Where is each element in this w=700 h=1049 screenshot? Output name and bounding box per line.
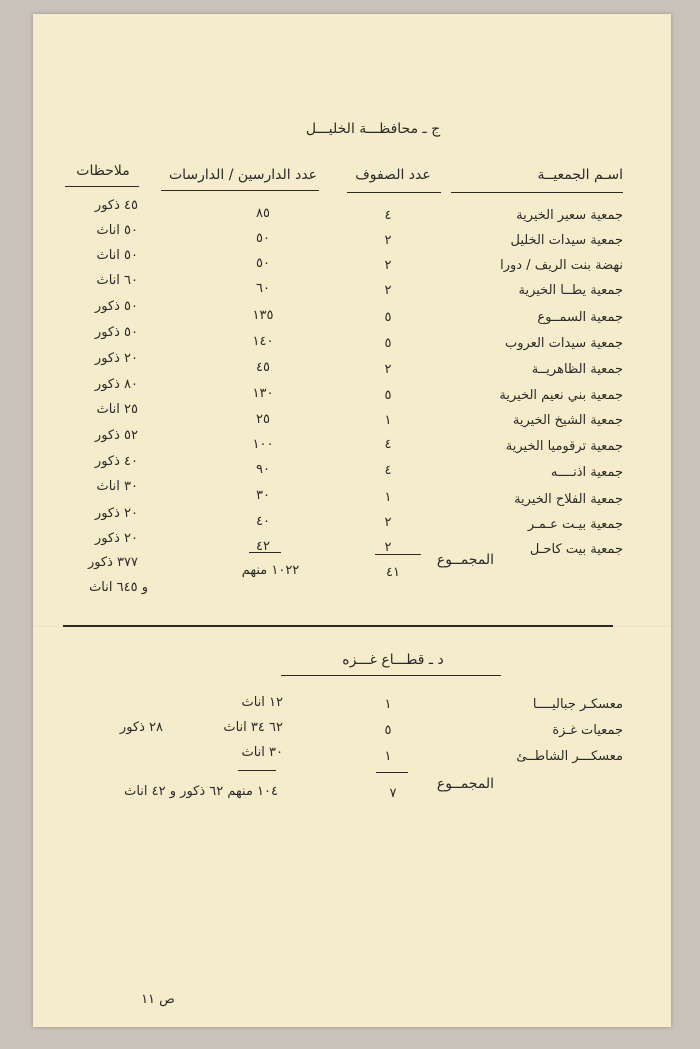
- header-students-count: عدد الدارسين / الدارسات: [168, 167, 318, 183]
- classes-count: ٢: [384, 362, 392, 377]
- notes-value: ٢٠ ذكور: [94, 351, 138, 366]
- notes-value: ٥٠ اناث: [96, 223, 138, 238]
- page-number: ص ١١: [141, 992, 175, 1007]
- students-count: ١٢ اناث: [241, 695, 283, 710]
- classes-count: ٥: [384, 310, 392, 325]
- gaza-title-underline: [281, 675, 501, 676]
- notes-value: ٢٠ ذكور: [94, 531, 138, 546]
- students-extra: ٢٨ ذكور: [119, 720, 163, 735]
- students-count: ٤٥: [256, 360, 270, 375]
- header-association-name: اسـم الجمعيــة: [537, 167, 623, 183]
- students-count: ١٣٠: [252, 386, 274, 401]
- classes-count: ٥: [384, 723, 392, 738]
- students-count: ٩٠: [256, 462, 270, 477]
- association-name: جمعية سعير الخيرية: [516, 208, 623, 223]
- students-count: ٦٠: [256, 281, 270, 296]
- camp-name: معسكـر جباليــــا: [532, 697, 623, 712]
- hebron-total-students: ١٠٢٢ منهم: [241, 563, 300, 578]
- hebron-total-classes: ٤١: [386, 565, 400, 580]
- association-name: جمعية بيـت عـمـر: [527, 517, 623, 532]
- notes-value: ٤٥ ذكور: [94, 198, 138, 213]
- association-name: جمعية يطــا الخيرية: [518, 283, 623, 298]
- total-underline: [238, 770, 276, 771]
- hebron-total-notes-males: ٣٧٧ ذكور: [87, 555, 138, 570]
- header-underline: [451, 192, 623, 193]
- hebron-total-notes-females: و ٦٤٥ اناث: [89, 580, 148, 595]
- notes-value: ٤٠ ذكور: [94, 454, 138, 469]
- notes-value: ٣٠ اناث: [96, 479, 138, 494]
- association-name: جمعية الشيخ الخيرية: [512, 413, 623, 428]
- students-count: ٤٢: [256, 539, 270, 554]
- total-underline: [375, 554, 421, 555]
- students-count: ١٤٠: [252, 334, 274, 349]
- association-name: نهضة بنت الريف / دورا: [500, 258, 623, 273]
- classes-count: ٤: [384, 437, 392, 452]
- students-count: ٨٥: [256, 206, 270, 221]
- hebron-section-title: ج ـ محافظـــة الخليـــل: [305, 121, 441, 137]
- header-underline: [347, 192, 441, 193]
- students-count: ٤٠: [256, 514, 270, 529]
- students-count: ٥٠: [256, 231, 270, 246]
- document-page: [33, 14, 671, 1027]
- notes-value: ٨٠ ذكور: [94, 377, 138, 392]
- classes-count: ٥: [384, 336, 392, 351]
- classes-count: ٢: [384, 258, 392, 273]
- gaza-section-title: د ـ قطـــاع غـــزه: [342, 652, 444, 668]
- total-underline: [249, 552, 281, 553]
- notes-value: ٢٥ اناث: [96, 402, 138, 417]
- header-notes: ملاحظات: [76, 163, 130, 179]
- association-name: جمعية سيدات العروب: [504, 336, 623, 351]
- header-classes-count: عدد الصفوف: [355, 167, 431, 183]
- classes-count: ١: [384, 490, 392, 505]
- association-name: جمعية ترقوميا الخيرية: [505, 439, 623, 454]
- gaza-total-classes: ٧: [389, 786, 397, 801]
- hebron-total-label: المجمــوع: [436, 552, 495, 568]
- students-count: ٣٠: [256, 488, 270, 503]
- classes-count: ٤: [384, 463, 392, 478]
- association-name: جمعية بيت كاحـل: [529, 542, 623, 557]
- header-underline: [161, 190, 319, 191]
- association-name: جمعية بني نعيم الخيرية: [499, 388, 623, 403]
- classes-count: ٢: [384, 283, 392, 298]
- students-count: ٣٠ اناث: [241, 745, 283, 760]
- header-underline: [65, 186, 139, 187]
- association-name: جمعية اذنــــه: [550, 465, 623, 480]
- total-underline: [376, 772, 408, 773]
- classes-count: ٤: [384, 208, 392, 223]
- classes-count: ٢: [384, 233, 392, 248]
- students-count: ١٣٥: [252, 308, 274, 323]
- notes-value: ٢٠ ذكور: [94, 506, 138, 521]
- notes-value: ٥٠ ذكور: [94, 325, 138, 340]
- camp-name: جمعيات غـزة: [552, 723, 623, 738]
- notes-value: ٥٠ اناث: [96, 248, 138, 263]
- classes-count: ٢: [384, 540, 392, 555]
- association-name: جمعية الظاهريــة: [531, 362, 623, 377]
- association-name: جمعية سيدات الخليل: [510, 233, 623, 248]
- classes-count: ٥: [384, 388, 392, 403]
- students-count: ٦٢ ٣٤ اناث: [223, 720, 283, 735]
- notes-value: ٥٢ ذكور: [94, 428, 138, 443]
- classes-count: ١: [384, 749, 392, 764]
- students-count: ٢٥: [256, 412, 270, 427]
- gaza-total-label: المجمــوع: [436, 776, 495, 792]
- association-name: جمعية الفلاح الخيرية: [514, 492, 623, 507]
- classes-count: ١: [384, 697, 392, 712]
- notes-value: ٥٠ ذكور: [94, 299, 138, 314]
- gaza-total-students: ١٠٤ منهم ٦٢ ذكور و ٤٢ اناث: [124, 784, 278, 799]
- classes-count: ١: [384, 413, 392, 428]
- classes-count: ٢: [384, 515, 392, 530]
- notes-value: ٦٠ اناث: [96, 273, 138, 288]
- students-count: ٥٠: [256, 256, 270, 271]
- camp-name: معسكـــر الشاطــئ: [516, 749, 623, 764]
- association-name: جمعية السمــوع: [537, 310, 623, 325]
- section-divider: [63, 625, 613, 627]
- students-count: ١٠٠: [252, 437, 274, 452]
